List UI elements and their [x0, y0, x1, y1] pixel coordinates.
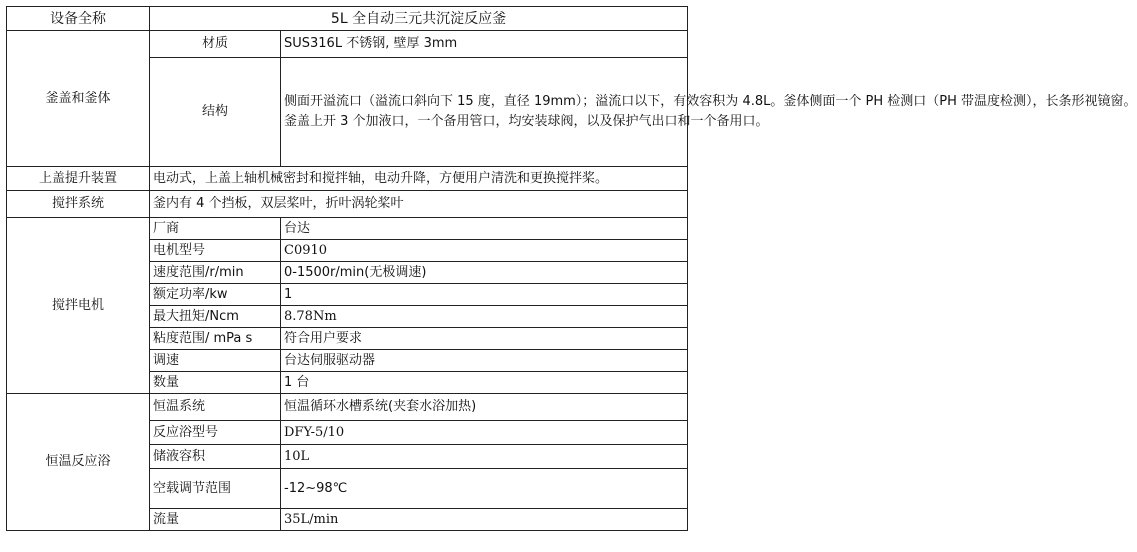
kettle-material-row — [7, 31, 688, 58]
lift-label: 上盖提升装置 — [7, 167, 150, 191]
motor-row-label: 电机型号 — [150, 240, 281, 262]
motor-row-value: 1 台 — [281, 372, 688, 394]
motor-row-label: 数量 — [150, 372, 281, 394]
bath-row-label: 空载调节范围 — [150, 469, 281, 509]
material-value: SUS316L 不锈钢, 壁厚 3mm — [281, 31, 688, 58]
lift-value: 电动式，上盖上轴机械密封和搅拌轴，电动升降，方便用户清洗和更换搅拌桨。 — [150, 167, 688, 191]
motor-row-label: 厂商 — [150, 218, 281, 240]
motor-row-label: 额定功率/kw — [150, 284, 281, 306]
header-value: 5L 全自动三元共沉淀反应釜 — [150, 7, 688, 31]
bath-row-value: 35L/min — [281, 509, 688, 531]
structure-paragraph-2: 釜盖上开 3 个加液口，一个备用管口，均安装球阀，以及保护气出口和一个备用口。 — [284, 114, 769, 129]
bath-row-label: 流量 — [150, 509, 281, 531]
structure-label: 结构 — [150, 58, 281, 167]
motor-row — [7, 218, 688, 240]
bath-row-label: 储液容积 — [150, 445, 281, 469]
motor-group-label: 搅拌电机 — [7, 218, 150, 394]
bath-group-label: 恒温反应浴 — [7, 394, 150, 531]
stir-system-row — [7, 191, 688, 218]
motor-row-value: 0-1500r/min(无极调速) — [281, 262, 688, 284]
structure-paragraph-1: 侧面开溢流口（溢流口斜向下 15 度，直径 19mm）；溢流口以下，有效容积为 4.8L。釜体侧面一个 PH 检测口（PH 带温度检测），长条形视镜窗。 — [284, 94, 1137, 109]
material-label: 材质 — [150, 31, 281, 58]
header-label: 设备全称 — [7, 7, 150, 31]
stir-system-label: 搅拌系统 — [7, 191, 150, 218]
stir-system-value: 釜内有 4 个挡板，双层桨叶，折叶涡轮桨叶 — [150, 191, 688, 218]
motor-row-value: C0910 — [281, 240, 688, 262]
motor-row-value: 符合用户要求 — [281, 328, 688, 350]
bath-row-value: DFY-5/10 — [281, 421, 688, 445]
bath-row — [7, 394, 688, 421]
motor-row-value: 8.78Nm — [281, 306, 688, 328]
bath-row-label: 反应浴型号 — [150, 421, 281, 445]
motor-row-value: 台达 — [281, 218, 688, 240]
motor-row-label: 调速 — [150, 350, 281, 372]
equipment-spec-table — [6, 6, 1137, 531]
motor-row-value: 1 — [281, 284, 688, 306]
lift-row — [7, 167, 688, 191]
motor-row-value: 台达伺服驱动器 — [281, 350, 688, 372]
bath-row-label: 恒温系统 — [150, 394, 281, 421]
motor-row-label: 最大扭矩/Ncm — [150, 306, 281, 328]
bath-row-value: 10L — [281, 445, 688, 469]
kettle-group-label: 釜盖和釜体 — [7, 31, 150, 167]
header-row — [7, 7, 688, 31]
motor-row-label: 粘度范围/ mPa s — [150, 328, 281, 350]
motor-row-label: 速度范围/r/min — [150, 262, 281, 284]
bath-row-value: 恒温循环水槽系统(夹套水浴加热) — [281, 394, 688, 421]
structure-value — [281, 58, 1137, 167]
bath-row-value: -12~98℃ — [281, 469, 688, 509]
